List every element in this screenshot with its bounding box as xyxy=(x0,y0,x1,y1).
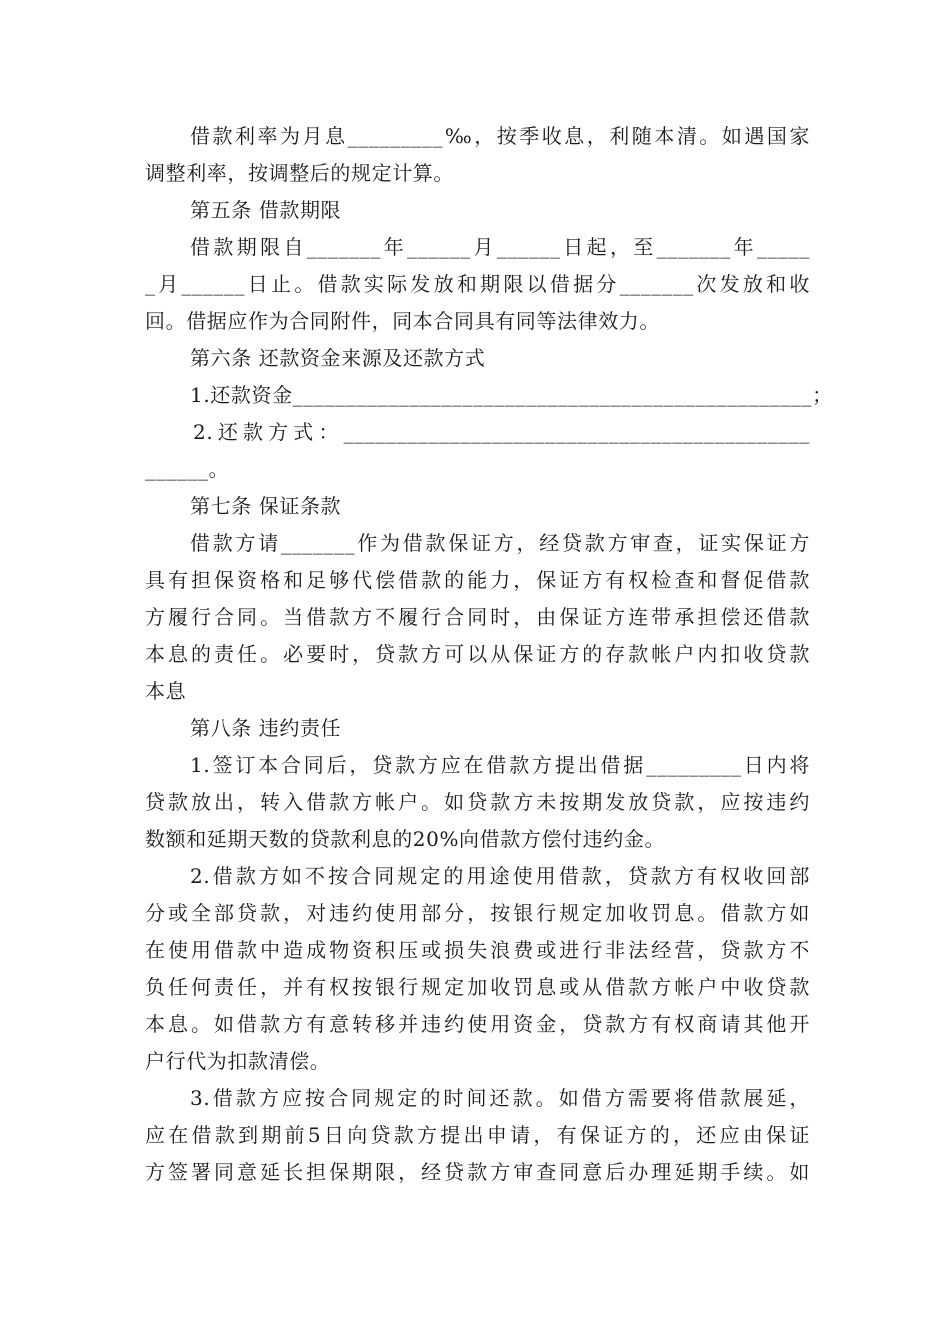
paragraph-line: _月______日止。借款实际发放和期限以借据分_______次发放和收 xyxy=(145,272,810,296)
paragraph-line: 2.借款方如不按合同规定的用途使用借款，贷款方有权收回部 xyxy=(190,864,810,888)
paragraph-line: 借款期限自_______年______月______日起，至_______年_____ xyxy=(190,235,810,259)
paragraph-line: 户行代为扣款清偿。 xyxy=(145,1049,331,1073)
section-heading: 第五条 借款期限 xyxy=(190,198,342,222)
paragraph-line: 贷款放出，转入借款方帐户。如贷款方未按期发放贷款，应按违约 xyxy=(145,790,810,814)
paragraph-line: 数额和延期天数的贷款利息的20%向借款方偿付违约金。 xyxy=(145,827,666,851)
paragraph-line: 1.签订本合同后，贷款方应在借款方提出借据_________日内将 xyxy=(190,753,810,777)
paragraph-line: 本息 xyxy=(145,679,187,703)
paragraph-line: 回。借据应作为合同附件，同本合同具有同等法律效力。 xyxy=(145,309,660,333)
section-heading: 第七条 保证条款 xyxy=(190,494,342,518)
paragraph-line: 在使用借款中造成物资积压或损失浪费或进行非法经营，贷款方不 xyxy=(145,938,810,962)
paragraph-line: 借款方请_______作为借款保证方，经贷款方审查，证实保证方 xyxy=(190,531,810,555)
paragraph-line: 分或全部贷款，对违约使用部分，按银行规定加收罚息。借款方如 xyxy=(145,901,810,925)
paragraph-line: 本息。如借款方有意转移并违约使用资金，贷款方有权商请其他开 xyxy=(145,1012,810,1036)
paragraph-line: 调整利率，按调整后的规定计算。 xyxy=(145,161,454,185)
paragraph-line: 借款利率为月息_________‰，按季收息，利随本清。如遇国家 xyxy=(190,124,810,148)
section-heading: 第六条 还款资金来源及还款方式 xyxy=(190,346,486,370)
document-page xyxy=(145,118,833,1191)
paragraph-line: 1.还款资金_________________________________________________； xyxy=(190,383,833,407)
paragraph-line: 3.借款方应按合同规定的时间还款。如借方需要将借款展延， xyxy=(190,1086,810,1110)
paragraph-line: 本息的责任。必要时，贷款方可以从保证方的存款帐户内扣收贷款 xyxy=(145,642,810,666)
paragraph-line: 负任何责任，并有权按银行规定加收罚息或从借款方帐户中收贷款 xyxy=(145,975,810,999)
section-heading: 第八条 违约责任 xyxy=(190,716,342,740)
paragraph-line: 应在借款到期前5日向贷款方提出申请，有保证方的，还应由保证 xyxy=(145,1123,810,1147)
paragraph-line: 方签署同意延长担保期限，经贷款方审查同意后办理延期手续。如 xyxy=(145,1160,810,1184)
paragraph-line: 2.还款方式：____________________________________________ xyxy=(193,420,810,444)
paragraph-line: ______。 xyxy=(145,457,230,481)
paragraph-line: 具有担保资格和足够代偿借款的能力，保证方有权检查和督促借款 xyxy=(145,568,810,592)
paragraph-line: 方履行合同。当借款方不履行合同时，由保证方连带承担偿还借款 xyxy=(145,605,810,629)
